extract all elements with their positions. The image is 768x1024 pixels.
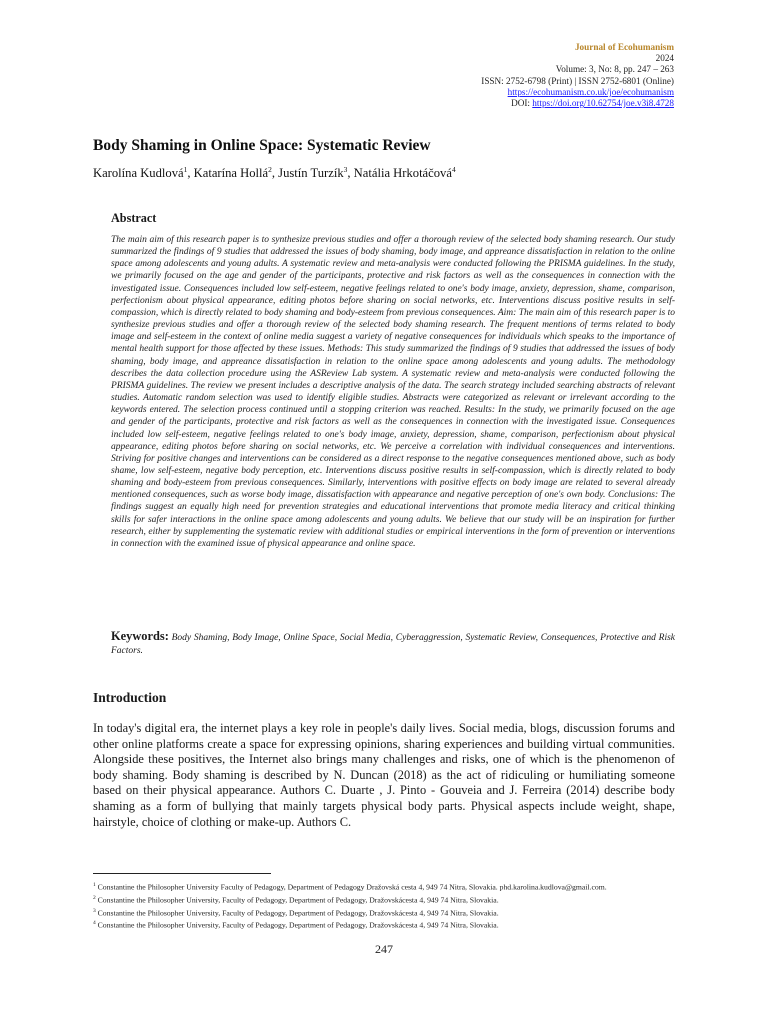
doi-label: DOI: [511, 98, 533, 109]
journal-url-link[interactable]: https://ecohumanism.co.uk/joe/ecohumanism [507, 86, 674, 97]
abstract-text: The main aim of this research paper is to synthesize previous studies and offer a thorough review of the selected body shaming research. Our study summarized the findings of 9 studies that addressed the issues of body shaming, body image, and appreance dissatisfaction in relation to the online space among adolescents and young adults. A systematic review and meta-analysis were conducted following the PRISMA guidelines. In the study, we primarily focused on the age and gender of the participants, protective and risk factors as well as the consequences in connection with the investigated issue. Consequences included low self-esteem, negative feelings related to one's body image, anxiety, depression, shame, comparison, perfectionism about physical appearance, editing photos before sharing on social networks, etc. Interventions discuss positive results in self-compassion, which is directly related to body shaming and body-esteem from previous consequences. Aim: The main aim of this research paper is to synthesize previous studies and offer a thorough review of the selected body shaming research. The frequent mentions of terms related to body image and self-esteem in the context of online media suggest a variety of negative consequences for individuals which speaks to the importance of mental health support for those affected by these issues. Methods: This study summarized the findings of 9 studies that addressed the issues of body shaming, body image, and appreance dissatisfaction in relation to the online space among adolescents and young adults. The methodology describes the data collection procedure using the ASReview Lab system. A systematic review and meta-analysis were conducted following the PRISMA guidelines. The review we present includes a descriptive analysis of the data. The search strategy included searching abstracts of relevant studies. Automatic random selection was used to identify eligible studies. Abstracts were categorized as relevant or irrelevant according to the keywords entered. The selection process continued until a stopping criterion was reached. Results: In the study, we primarily focused on the age and gender of the participants, protective and risk factors as well as the consequences in connection with the investigated issue. Consequences included low self-esteem, negative feelings related to one's body image, anxiety, depression, shame, comparison, perfectionism about physical appearance, editing photos before sharing on social networks, etc. We perceive a correlation with individual consequences and interventions. Striving for positive changes and interventions can be considered as a direct response to the negative consequences mentioned above, such as body shame, low self-esteem, negative body perception, etc. Interventions discuss positive results in self-compassion, which is directly related to body shaming and body-esteem from previous consequences. Similarly, interventions with positive effects on body image are related to several already mentioned consequences, such as worse body image, dissatisfaction with appearance and negative perception of one's own body. Conclusions: The findings suggest an equally high need for prevention strategies and educational interventions that promote media literacy and critical thinking skills for safer interactions in the online space among adolescents and young adults. We believe that our study will be an inspiration for further research, either by supplementing the systematic review with additional studies or empirical interventions in the form of prevention or interventions in connection with the examined issue of physical appearance and online space. [111, 235, 675, 549]
author-list [93, 165, 456, 181]
footnote [93, 880, 675, 893]
abstract-heading: Abstract [111, 211, 157, 225]
footnote [93, 918, 675, 931]
paper-title: Body Shaming in Online Space: Systematic Review [93, 137, 431, 154]
author-affiliation-mark: 1 [183, 165, 188, 174]
author-separator: , [187, 166, 194, 181]
page-number: 247 [375, 942, 393, 956]
footnote-number: 4 [93, 920, 96, 927]
doi-link[interactable]: https://doi.org/10.62754/joe.v3i8.4728 [532, 98, 674, 109]
author-name: Justín Turzík [278, 166, 344, 181]
author-separator: , [271, 166, 279, 181]
footnote-text: Constantine the Philosopher University, Faculty of Pedagogy, Department of Pedagogy, Dražovskácesta 4, 949 74 Nitra, Slovakia. [97, 895, 499, 905]
footnote-text: Constantine the Philosopher University Faculty of Pedagogy, Department of Pedagogy Dražovská cesta 4, 949 74 Nitra, Slovakia. phd.karolina.kudlova@gmail.com. [97, 882, 607, 892]
journal-header [481, 42, 674, 109]
footnote-text: Constantine the Philosopher University, Faculty of Pedagogy, Department of Pedagogy, Dražovskácesta 4, 949 74 Nitra, Slovakia. [97, 908, 499, 918]
keywords-label: Keywords: [111, 629, 169, 643]
journal-volume: Volume: 3, No: 8, pp. 247 – 263 [555, 64, 674, 75]
author-affiliation-mark: 3 [343, 165, 348, 174]
footnote-number: 1 [93, 882, 96, 888]
journal-issn: ISSN: 2752-6798 (Print) | ISSN 2752-6801 (Online) [481, 75, 674, 86]
journal-year: 2024 [655, 53, 674, 64]
footnote [93, 906, 675, 919]
keywords-text: Body Shaming, Body Image, Online Space, Social Media, Cyberaggression, Systematic Review, Consequences, Protective and Risk Factors. [111, 633, 675, 656]
introduction-text: In today's digital era, the internet plays a key role in people's daily lives. Social media, blogs, discussion forums and other online platforms create a space for expressing opinions, sharing experiences and building virtual communities. Alongside these positives, the Internet also brings many challenges and risks, one of which is the phenomenon of body shaming. Body shaming is described by N. Duncan (2018) as the act of ridiculing or humiliating someone based on their physical appearance. Authors C. Duarte , J. Pinto - Gouveia and J. Ferreira (2014) describe body shaming as a form of bullying that mainly targets physical body parts. Physical aspects include weight, shape, hairstyle, choice of clothing or make-up. Authors C. [93, 721, 675, 829]
footnote-text: Constantine the Philosopher University, Faculty of Pedagogy, Department of Pedagogy, Dražovskácesta 4, 949 74 Nitra, Slovakia. [97, 920, 499, 930]
author-affiliation-mark: 2 [268, 165, 272, 174]
keywords-section [111, 630, 675, 658]
journal-name: Journal of Ecohumanism [574, 42, 674, 52]
author-name: Karolína Kudlová [93, 166, 184, 181]
author-affiliation-mark: 4 [451, 165, 456, 174]
footnote-divider [93, 873, 271, 874]
footnotes [93, 880, 675, 931]
footnote-number: 2 [93, 894, 96, 901]
author-name: Katarína Hollá [193, 166, 269, 181]
footnote-number: 3 [93, 907, 96, 914]
footnote [93, 893, 675, 906]
author-name: Natália Hrkotáčová [353, 166, 452, 181]
author-separator: , [347, 166, 354, 181]
introduction-heading: Introduction [93, 690, 167, 705]
